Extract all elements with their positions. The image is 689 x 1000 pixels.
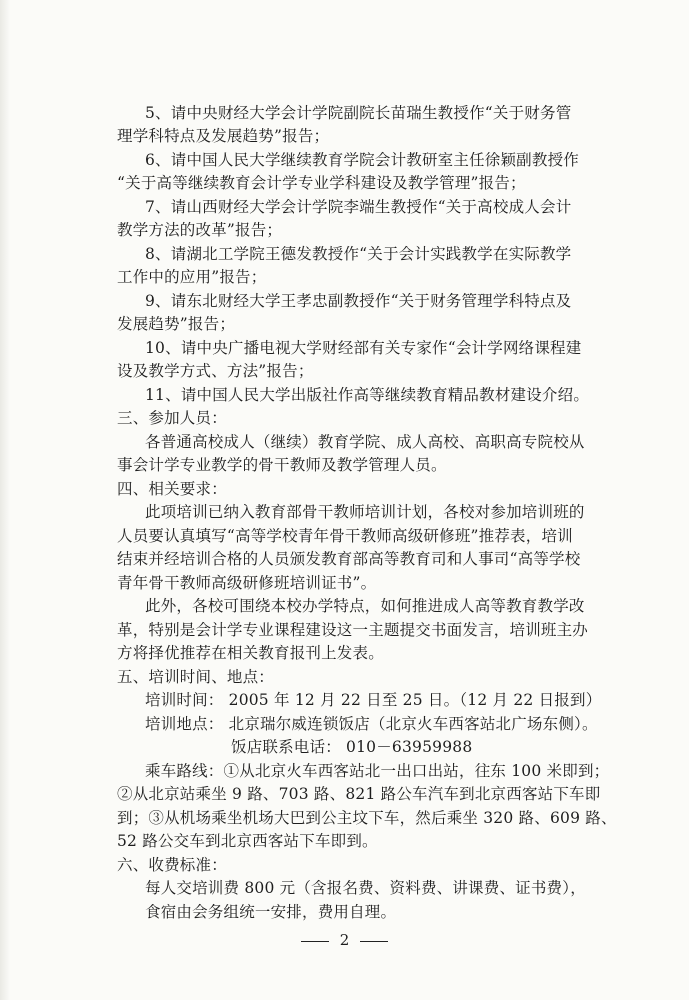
text-line: 8、请湖北工学院王德发教授作“关于会计实践教学在实际教学 <box>145 245 572 263</box>
text-line: 革，特别是会计学专业课程建设这一主题提交书面发言，培训班主办 <box>117 621 589 639</box>
text-line: 教学方法的改革”报告； <box>117 221 283 239</box>
text-line: 9、请东北财经大学王孝忠副教授作“关于财务管理学科特点及 <box>145 292 572 310</box>
text-line: 各普通高校成人（继续）教育学院、成人高校、高职高专院校从 <box>145 433 585 451</box>
text-line: 此项培训已纳入教育部骨干教师培训计划，各校对参加培训班的 <box>145 503 585 521</box>
training-time: 培训时间： 2005 年 12 月 22 日至 25 日。（12 月 22 日报到） <box>145 691 602 709</box>
text-line: “关于高等继续教育会计学专业学科建设及教学管理”报告； <box>117 174 526 192</box>
text-line: 理学科特点及发展趋势”报告； <box>117 127 330 145</box>
text-line: 到；③从机场乘坐机场大巴到公主坟下车，然后乘坐 320 路、609 路、 <box>117 809 617 827</box>
footer-dash-right <box>360 941 388 942</box>
text-line: 11、请中国人民大学出版社作高等继续教育精品教材建设介绍。 <box>145 386 590 404</box>
section-heading: 四、相关要求： <box>117 480 227 498</box>
text-line: 每人交培训费 800 元（含报名费、资料费、讲课费、证书费）， <box>145 879 586 897</box>
text-line: 发展趋势”报告； <box>117 315 236 333</box>
text-line: 乘车路线：①从北京火车西客站北一出口出站，往东 100 米即到； <box>145 762 610 780</box>
text-line: 此外，各校可围绕本校办学特点，如何推进成人高等教育教学改 <box>145 597 585 615</box>
page-footer <box>0 930 689 950</box>
text-line: 6、请中国人民大学继续教育学院会计教研室主任徐颖副教授作 <box>145 151 579 169</box>
text-line: 52 路公交车到北京西客站下车即到。 <box>117 832 378 850</box>
text-line: 7、请山西财经大学会计学院李端生教授作“关于高校成人会计 <box>145 198 572 216</box>
text-line: 10、请中央广播电视大学财经部有关专家作“会计学网络课程建 <box>145 339 582 357</box>
text-line: 结束并经培训合格的人员颁发教育部高等教育司和人事司“高等学校 <box>117 550 581 568</box>
text-line: 人员要认真填写“高等学校青年骨干教师高级研修班”推荐表，培训 <box>117 527 573 545</box>
hotel-phone: 饭店联系电话： 010－63959988 <box>231 738 473 756</box>
text-line: 5、请中央财经大学会计学院副院长苗瑞生教授作“关于财务管 <box>145 104 572 122</box>
training-location: 培训地点： 北京瑞尔威连锁饭店（北京火车西客站北广场东侧）。 <box>145 715 598 733</box>
text-line: 事会计学专业教学的骨干教师及教学管理人员。 <box>117 456 447 474</box>
page-number: 2 <box>339 931 350 949</box>
text-line: 工作中的应用”报告； <box>117 268 267 286</box>
footer-dash-left <box>301 941 329 942</box>
text-line: 食宿由会务组统一安排，费用自理。 <box>145 903 397 921</box>
scan-edge-shadow <box>0 0 10 1000</box>
text-line: 青年骨干教师高级研修班培训证书”。 <box>117 574 377 592</box>
section-heading: 五、培训时间、地点： <box>117 668 275 686</box>
text-line: 方将择优推荐在相关教育报刊上发表。 <box>117 644 384 662</box>
section-heading: 三、参加人员： <box>117 409 227 427</box>
section-heading: 六、收费标准： <box>117 856 227 874</box>
text-line: 设及教学方式、方法”报告； <box>117 362 314 380</box>
text-line: ②从北京站乘坐 9 路、703 路、821 路公车汽车到北京西客站下车即 <box>117 785 601 803</box>
